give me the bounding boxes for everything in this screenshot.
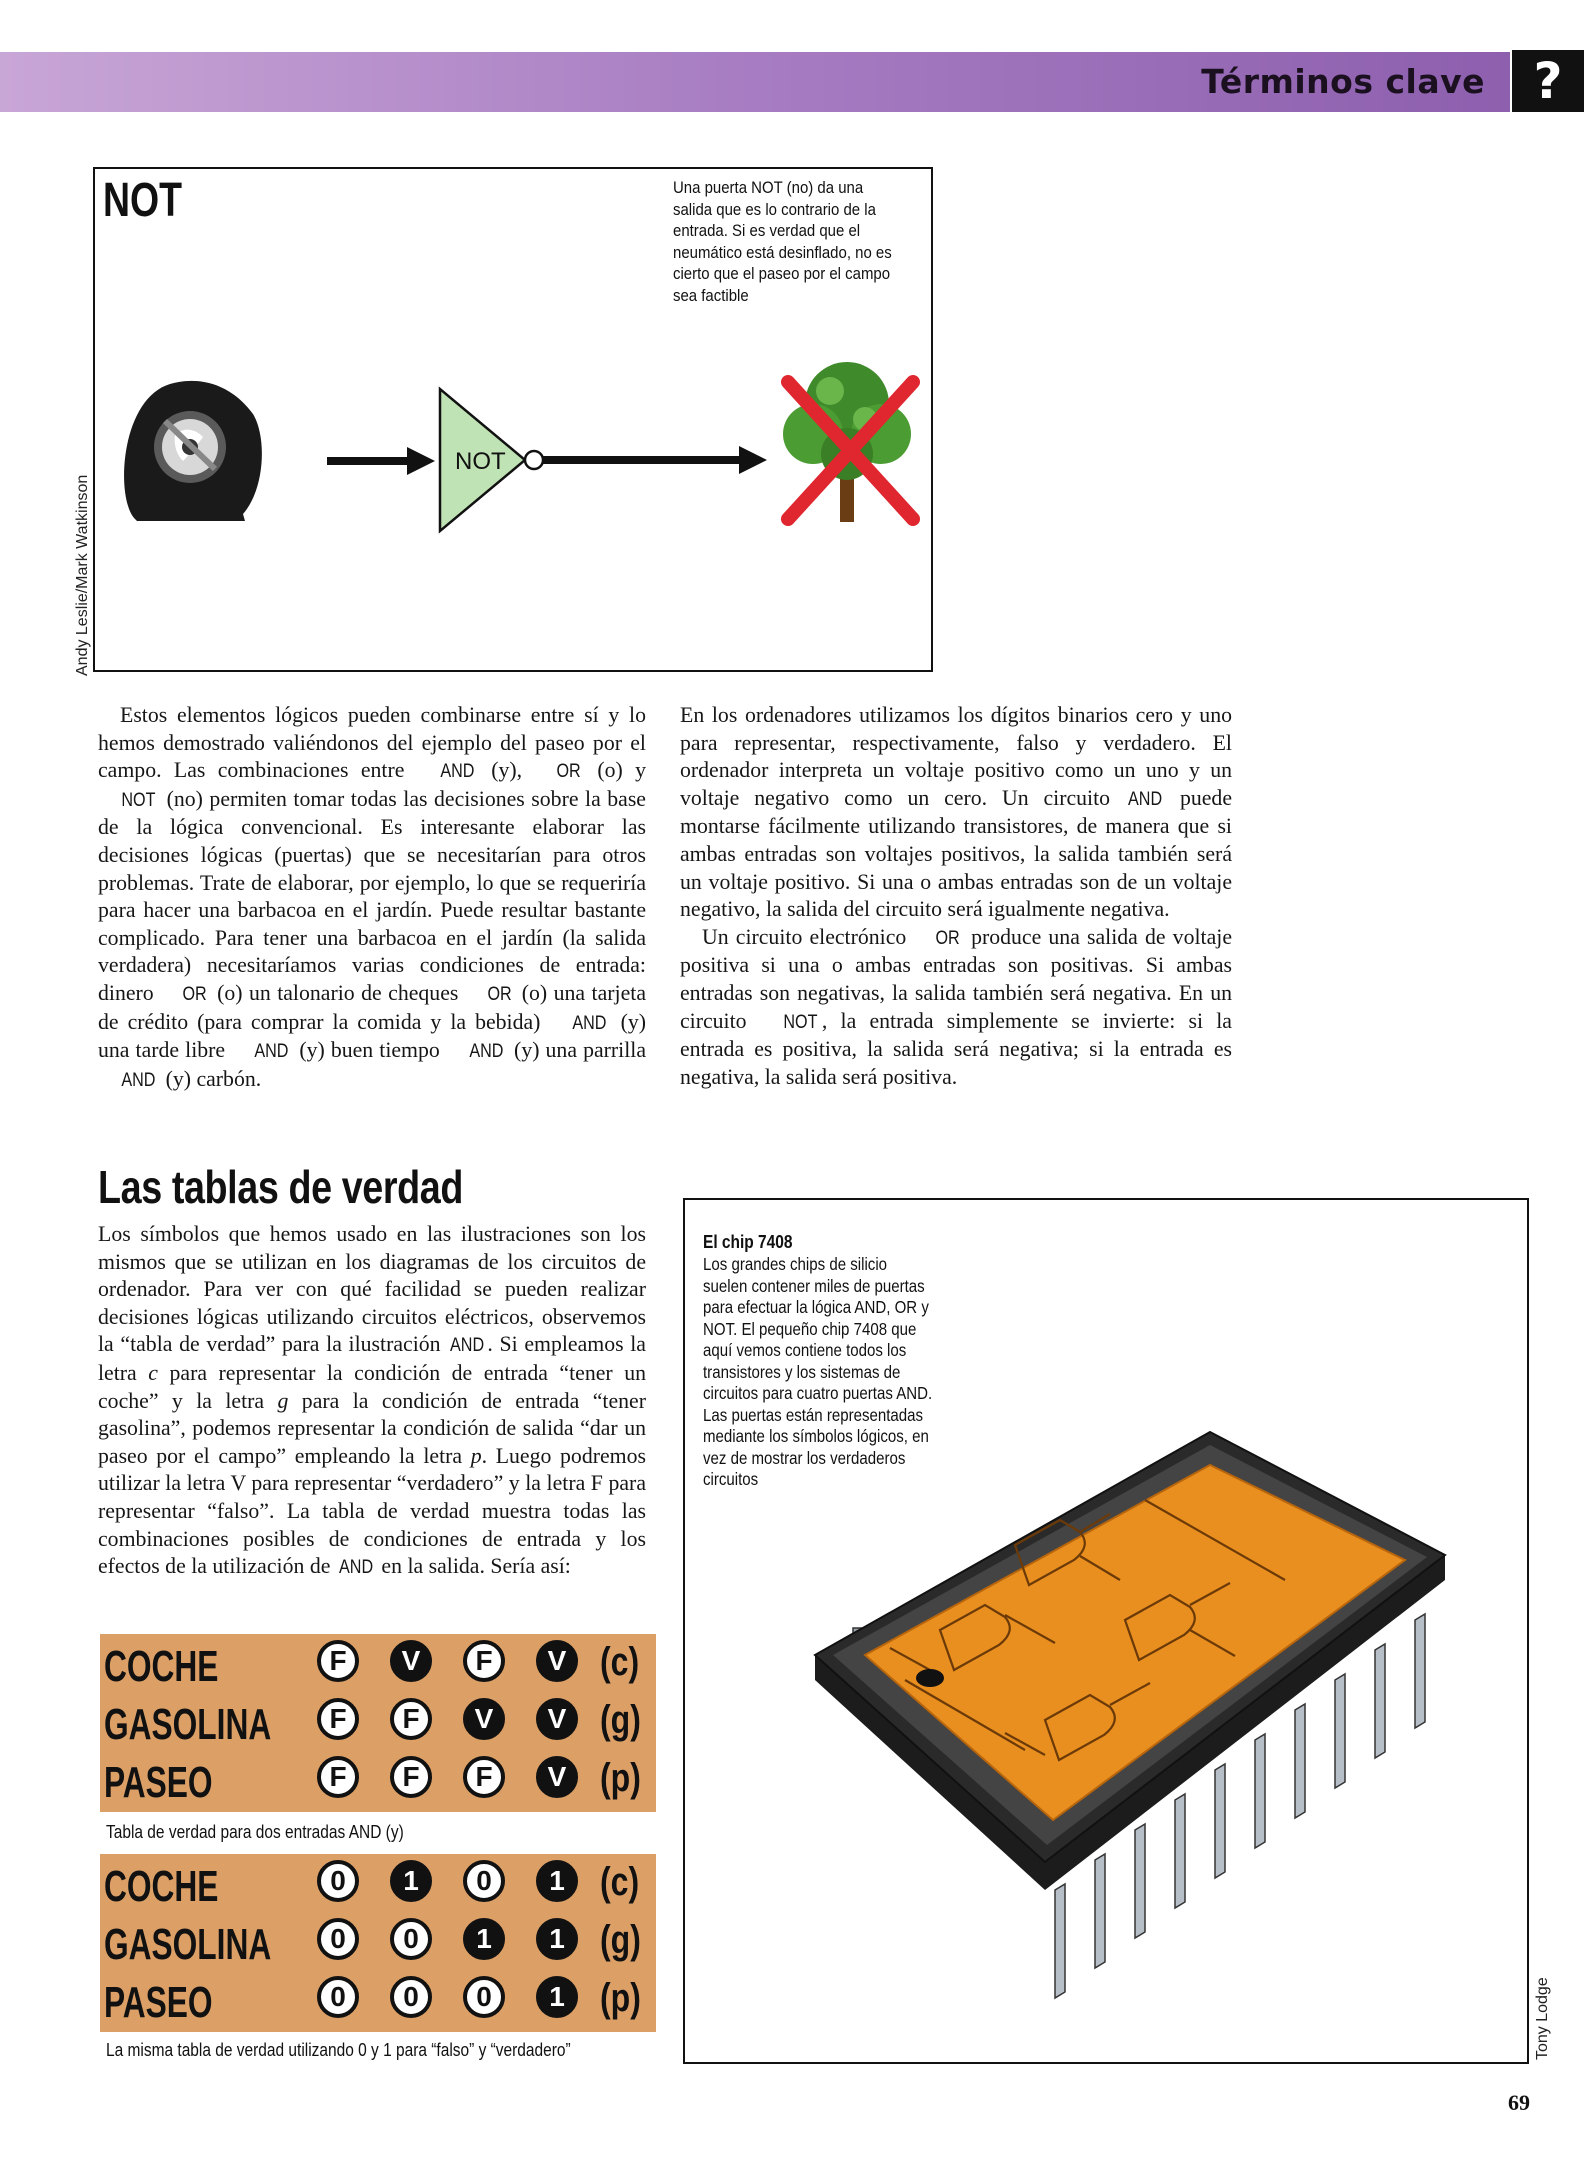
truth-cell: F	[390, 1756, 432, 1798]
truth-table-01-caption: La misma tabla de verdad utilizando 0 y 1 para “falso” y “verdadero”	[106, 2040, 571, 2060]
chip-figure	[683, 1198, 1529, 2064]
variable-label: (p)	[600, 1976, 641, 2020]
truth-row-coche	[100, 1636, 656, 1694]
truth-cell: 0	[390, 1976, 432, 2018]
not-gate-label: NOT	[455, 448, 506, 475]
keyword-or: OR	[487, 983, 512, 1005]
keyword-and: AND	[440, 761, 475, 783]
chip-figure-caption: Los grandes chips de silicio suelen contener miles de puertas para efectuar la lógica AND, OR y NOT. El pequeño chip 7408 que aquí vemos contiene todos los transistores y los sistemas de circuitos para cuatro puertas AND. Las puertas están representadas mediante los símbolos lógicos, en vez de mostrar los verdaderos circuitos	[703, 1254, 933, 1489]
row-label: COCHE	[104, 1642, 219, 1691]
variable-label: (g)	[600, 1918, 641, 1962]
truth-table-vf-caption: Tabla de verdad para dos entradas AND (y)	[106, 1822, 404, 1842]
not-figure-credit: Andy Leslie/Mark Watkinson	[74, 474, 91, 676]
keyword-or: OR	[935, 927, 961, 949]
truth-cell: 0	[463, 1860, 505, 1902]
truth-cell: 1	[536, 1860, 578, 1902]
not-figure	[93, 167, 933, 672]
row-label: PASEO	[104, 1758, 213, 1807]
question-mark-badge: ?	[1512, 50, 1584, 112]
keyword-or: OR	[182, 983, 207, 1005]
keyword-and: AND	[254, 1041, 289, 1063]
right-column: En los ordenadores utilizamos los dígitos binarios cero y uno para representar, respectivamente, falso y verdadero. El ordenador interpreta un voltaje positivo como un uno y un voltaje negativo como un cero. Un circuito AND puede montarse fácilmente utilizando transistores, de manera que si ambas entradas son voltajes positivos, la salida también será un voltaje positivo. Si una o ambas entradas son de un voltaje negativo, la salida del circuito será igualmente negativa. Un circuito electrónico OR produce una salida de voltaje positiva si una o ambas entradas son positivas. Si ambas entradas son negativas, la salida también será negativa. En un circuito NOT , la entrada simplemente se invierte: si la entrada es positiva, la salida será negativa; si la entrada es negativa, la salida será positiva.	[680, 703, 1232, 1089]
truth-cell: V	[463, 1698, 505, 1740]
keyword-not: NOT	[783, 1011, 818, 1033]
variable-label: (c)	[600, 1860, 640, 1904]
truth-row-gasolina	[100, 1694, 656, 1752]
keyword-and: AND	[469, 1041, 504, 1063]
truth-cell: V	[536, 1698, 578, 1740]
row-label: GASOLINA	[104, 1700, 272, 1749]
variable-label: (g)	[600, 1698, 641, 1742]
not-figure-title: NOT	[103, 174, 183, 227]
left-paragraph-1: Estos elementos lógicos pueden combinarse entre sí y lo hemos demostrado valiéndonos del ejemplo del paseo por el campo. Las combinaciones entre AND (y), OR (o) y NOT (no) permiten tomar todas las decisiones sobre la base de la lógica convencional. Es interesante elaborar las decisiones lógicas (puertas) que se necesitarían para otros problemas. Trate de elaborar, por ejemplo, lo que se requeriría para hacer una barbacoa en el jardín. Puede resultar bastante complicado. Para tener una barbacoa en el jardín (la salida verdadera) necesitaríamos varias condiciones de entrada: dinero OR (o) un talonario de cheques OR (o) una tarjeta de crédito (para comprar la comida y la bebida) AND (y) una tarde libre AND (y) buen tiempo AND (y) una parrilla AND (y) carbón.	[98, 702, 646, 1094]
keyword-and: AND	[121, 1069, 156, 1091]
truth-cell: 0	[317, 1860, 359, 1902]
row-label: GASOLINA	[104, 1920, 272, 1969]
truth-cell: F	[317, 1756, 359, 1798]
chip-notch	[916, 1669, 944, 1687]
truth-cell: 0	[317, 1976, 359, 2018]
truth-row-gasolina	[100, 1914, 656, 1972]
left-paragraph-2: Los símbolos que hemos usado en las ilustraciones son los mismos que se utilizan en los diagramas de los circuitos de ordenador. Para ver con qué facilidad se pueden realizar decisiones lógicas utilizando circuitos eléctricos, observemos la “tabla de verdad” para la ilustración AND . Si empleamos la letra c para representar la condición de entrada “tener un coche” y la letra g para la condición de entrada “tener gasolina”, podemos representar la condición de salida “dar un paseo por el campo” empleando la letra p. Luego podremos utilizar la letra V para representar “verdadero” y la letra F para representar “falso”. La tabla de verdad muestra todas las combinaciones posibles de condiciones de entrada y los efectos de la utilización de AND en la salida. Sería así:	[98, 1221, 646, 1582]
deflated-tyre-icon	[124, 381, 262, 521]
truth-cell: 1	[390, 1860, 432, 1902]
truth-cell: 0	[463, 1976, 505, 2018]
truth-cell: F	[390, 1698, 432, 1740]
truth-cell: F	[463, 1756, 505, 1798]
keyword-and: AND	[338, 1557, 373, 1579]
input-arrow-icon	[327, 447, 435, 475]
truth-cell: V	[536, 1756, 578, 1798]
not-diagram	[95, 169, 930, 669]
chip-figure-title: El chip 7408	[703, 1232, 793, 1252]
keyword-and: AND	[450, 1335, 485, 1357]
truth-cell: 0	[390, 1918, 432, 1960]
chip-7408-illustration	[685, 1200, 1525, 2060]
truth-cell: F	[463, 1640, 505, 1682]
truth-table-01	[100, 1854, 656, 2032]
keyword-or: OR	[556, 761, 582, 783]
truth-cell: V	[536, 1640, 578, 1682]
truth-cell: 1	[536, 1918, 578, 1960]
not-figure-caption: Una puerta NOT (no) da una salida que es lo contrario de la entrada. Si es verdad que el neumático está desinflado, no es cierto que el paseo por el campo sea factible	[673, 178, 892, 305]
truth-cell: F	[317, 1640, 359, 1682]
truth-cell: 1	[536, 1976, 578, 2018]
section-title: Términos clave	[1201, 62, 1485, 101]
chip-figure-credit: Tony Lodge	[1534, 1977, 1551, 2060]
truth-cell: 0	[317, 1918, 359, 1960]
row-label: PASEO	[104, 1978, 213, 2027]
keyword-not: NOT	[121, 789, 156, 811]
truth-table-vf	[100, 1634, 656, 1812]
variable-label: (p)	[600, 1756, 641, 1800]
truth-cell: 1	[463, 1918, 505, 1960]
section-heading: Las tablas de verdad	[98, 1161, 463, 1213]
keyword-and: AND	[572, 1012, 607, 1034]
truth-row-paseo	[100, 1752, 656, 1810]
keyword-and: AND	[1127, 788, 1163, 810]
row-label: COCHE	[104, 1862, 219, 1911]
page-number: 69	[1508, 2090, 1530, 2115]
truth-row-coche	[100, 1856, 656, 1914]
truth-cell: V	[390, 1640, 432, 1682]
not-gate-icon	[440, 389, 543, 531]
output-arrow-icon	[543, 446, 767, 474]
truth-cell: F	[317, 1698, 359, 1740]
truth-row-paseo	[100, 1972, 656, 2030]
variable-label: (c)	[600, 1640, 640, 1684]
